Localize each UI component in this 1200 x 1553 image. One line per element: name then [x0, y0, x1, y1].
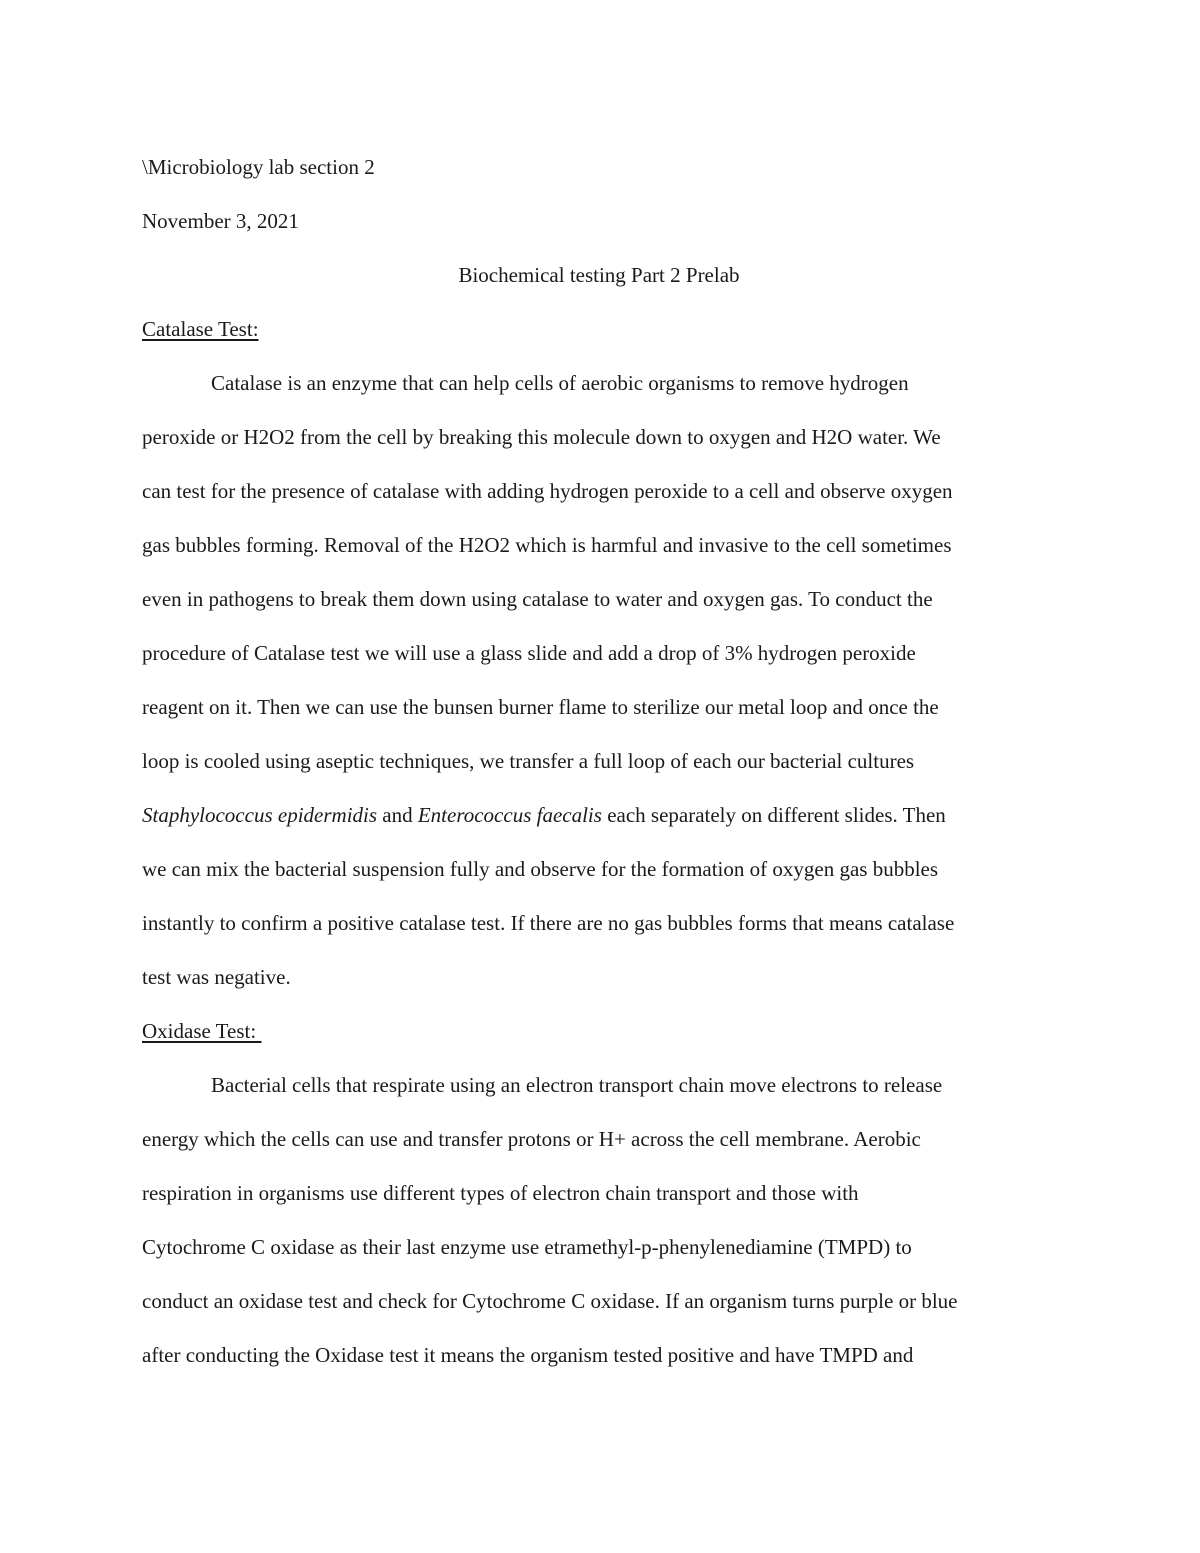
paragraph-line: loop is cooled using aseptic techniques, we transfer a full loop of each our bacterial cultures	[142, 749, 915, 773]
oxidase-paragraph	[142, 1058, 1060, 1382]
paragraph-line: respiration in organisms use different types of electron chain transport and those with	[142, 1181, 859, 1205]
course-line: \Microbiology lab section 2	[142, 155, 375, 179]
oxidase-heading: Oxidase Test:	[142, 1019, 262, 1043]
catalase-heading: Catalase Test:	[142, 317, 259, 341]
paragraph-line: conduct an oxidase test and check for Cytochrome C oxidase. If an organism turns purple or blue	[142, 1289, 958, 1313]
paragraph-line: procedure of Catalase test we will use a glass slide and add a drop of 3% hydrogen peroxide	[142, 641, 916, 665]
document-title: Biochemical testing Part 2 Prelab	[458, 263, 740, 287]
paragraph-line: energy which the cells can use and transfer protons or H+ across the cell membrane. Aerobic	[142, 1127, 921, 1151]
paragraph-line-text: Bacterial cells that respirate using an electron transport chain move electrons to release	[211, 1073, 943, 1097]
paragraph-line: we can mix the bacterial suspension fully and observe for the formation of oxygen gas bubbles	[142, 857, 939, 881]
paragraph-line: even in pathogens to break them down using catalase to water and oxygen gas. To conduct the	[142, 587, 933, 611]
catalase-paragraph	[142, 356, 1060, 1004]
paragraph-line: gas bubbles forming. Removal of the H2O2 which is harmful and invasive to the cell sometimes	[142, 533, 952, 557]
oxidase-heading-line	[142, 1004, 1060, 1058]
paragraph-line	[142, 1058, 1060, 1112]
paragraph-line: Cytochrome C oxidase as their last enzyme use etramethyl-p-phenylenediamine (TMPD) to	[142, 1235, 912, 1259]
paragraph-line: test was negative.	[142, 965, 291, 989]
paragraph-line: after conducting the Oxidase test it means the organism tested positive and have TMPD and	[142, 1343, 914, 1367]
paragraph-line	[142, 356, 1060, 410]
paragraph-line: instantly to confirm a positive catalase test. If there are no gas bubbles forms that means catalase	[142, 911, 955, 935]
paragraph-line-text: Catalase is an enzyme that can help cells of aerobic organisms to remove hydrogen	[211, 371, 909, 395]
paragraph-line: reagent on it. Then we can use the bunsen burner flame to sterilize our metal loop and once the	[142, 695, 939, 719]
paragraph-line: can test for the presence of catalase with adding hydrogen peroxide to a cell and observe oxygen	[142, 479, 953, 503]
paragraph-line	[142, 788, 1060, 842]
catalase-heading-line	[142, 302, 1060, 356]
paragraph-line-text: each separately on different slides. Then	[601, 803, 946, 827]
document-body	[142, 140, 1060, 1382]
organism-name-enterococcus: Enterococcus faecalis	[417, 803, 602, 827]
conjunction-text: and	[377, 803, 418, 827]
date-line: November 3, 2021	[142, 209, 299, 233]
paragraph-line: peroxide or H2O2 from the cell by breaking this molecule down to oxygen and H2O water. We	[142, 425, 941, 449]
organism-name-staphylococcus: Staphylococcus epidermidis	[142, 803, 378, 827]
